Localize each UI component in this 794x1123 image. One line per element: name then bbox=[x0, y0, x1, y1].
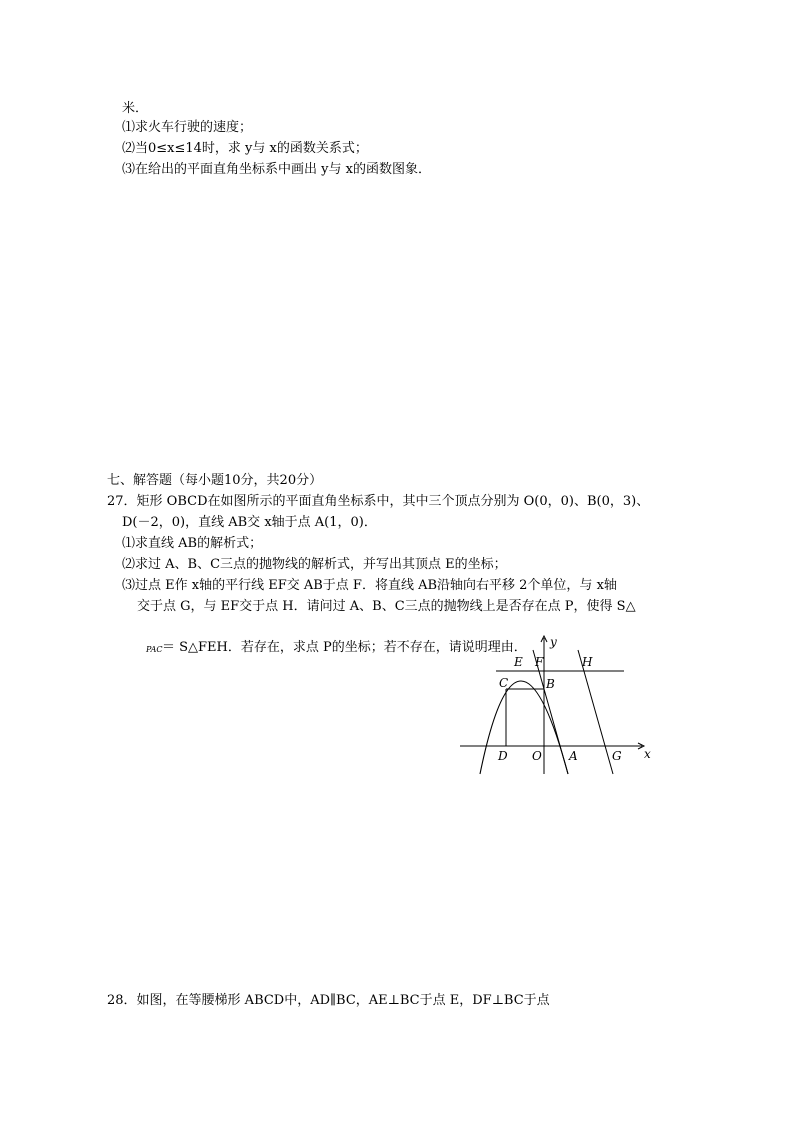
problem26-continuation: 米． bbox=[122, 101, 149, 116]
label-o: O bbox=[532, 749, 542, 763]
section-heading: 七、解答题（每小题10分，共20分） bbox=[107, 473, 323, 488]
coordinate-figure bbox=[458, 632, 654, 776]
problem27-stem-line-2: D(－2，0)，直线 AB交 x轴于点 A(1，0)． bbox=[122, 515, 377, 530]
label-e: E bbox=[514, 655, 523, 669]
problem28-stem: 28．如图，在等腰梯形 ABCD中，AD∥BC，AE⊥BC于点 E，DF⊥BC于点 bbox=[107, 993, 550, 1008]
problem26-question-3: ⑶在给出的平面直角坐标系中画出 y与 x的函数图象． bbox=[122, 162, 431, 177]
label-d: D bbox=[498, 749, 508, 763]
label-c: C bbox=[499, 676, 509, 690]
problem26-question-1: ⑴求火车行驶的速度； bbox=[122, 120, 253, 135]
label-y: y bbox=[550, 635, 557, 649]
label-b: B bbox=[546, 677, 555, 691]
label-f: F bbox=[535, 655, 544, 669]
label-g: G bbox=[612, 749, 622, 763]
figure-svg bbox=[458, 632, 654, 776]
problem27-question-3-line-2: 交于点 G，与 EF交于点 H．请问过 A、B、C三点的抛物线上是否存在点 P，使得 S△ bbox=[137, 599, 636, 614]
problem27-question-3-line-3: ＝ S△FEH．若存在，求点 P的坐标；若不存在，请说明理由． bbox=[162, 640, 527, 655]
label-x: x bbox=[644, 747, 651, 761]
problem26-question-2: ⑵当0≤x≤14时，求 y与 x的函数关系式； bbox=[122, 141, 368, 156]
problem27-stem-line-1: 27．矩形 OBCD在如图所示的平面直角坐标系中，其中三个顶点分别为 O(0，0)、B(0，3)、 bbox=[107, 494, 650, 509]
problem27-question-3-line-1: ⑶过点 E作 x轴的平行线 EF交 AB于点 F．将直线 AB沿轴向右平移 2个单位，与 x轴 bbox=[122, 578, 617, 593]
label-a: A bbox=[569, 749, 578, 763]
problem27-question-1: ⑴求直线 AB的解析式； bbox=[122, 536, 263, 551]
problem27-question-2: ⑵求过 A、B、C三点的抛物线的解析式，并写出其顶点 E的坐标； bbox=[122, 557, 507, 572]
label-h: H bbox=[582, 655, 593, 669]
problem27-subscript-pac: PAC bbox=[146, 645, 163, 654]
